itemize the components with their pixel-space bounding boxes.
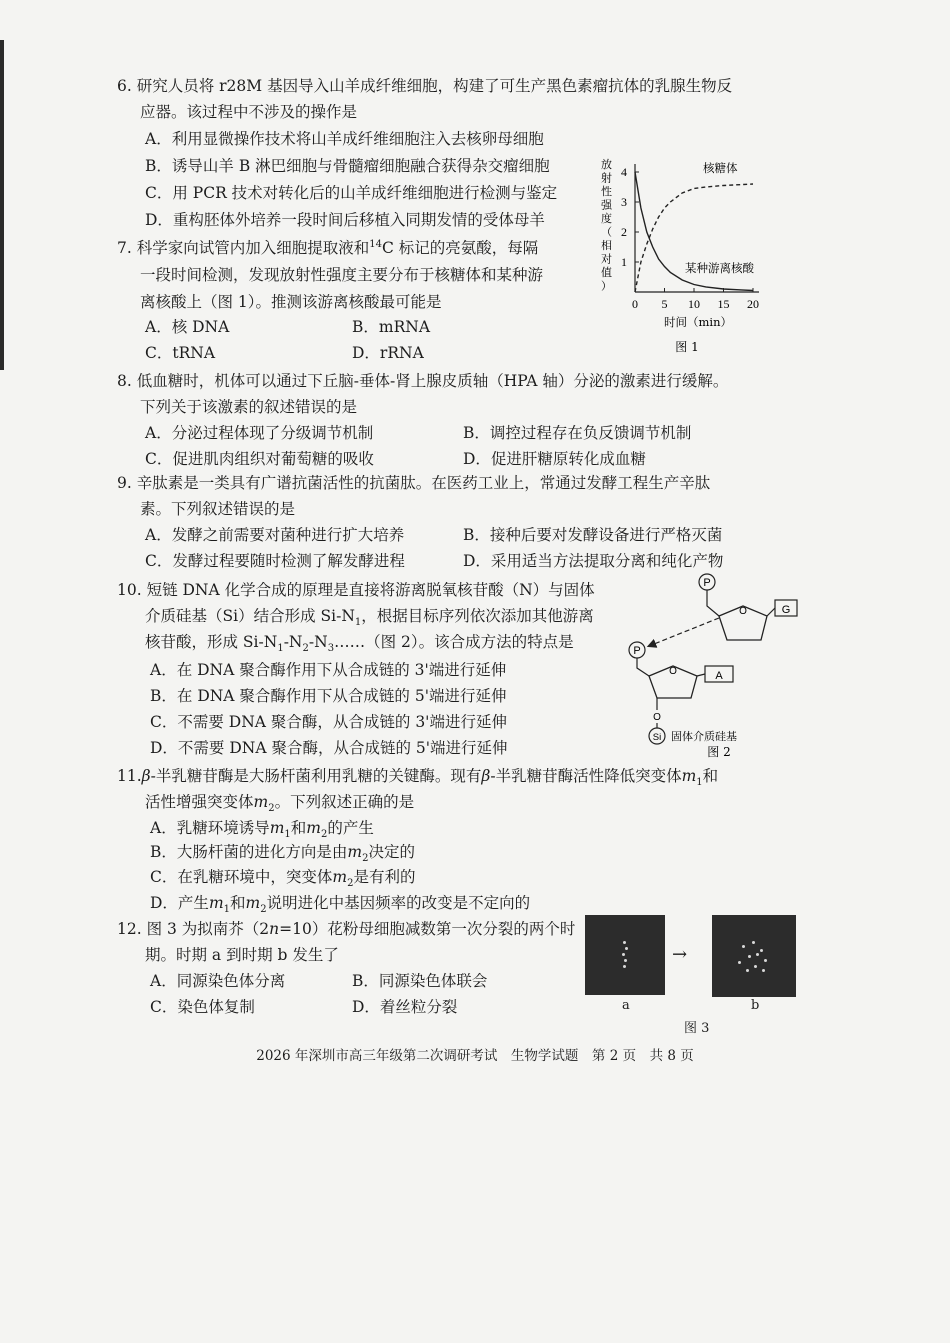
q11-option-d: D．产生$m_1$和$m_2$说明进化中基因频率的改变是不定向的 [150, 894, 531, 916]
x-tick-label: 20 [747, 297, 759, 311]
x-tick-label: 10 [688, 297, 700, 311]
x-tick-label: 15 [717, 297, 730, 311]
svg-text:O: O [739, 606, 747, 617]
y-tick-label: 4 [621, 165, 627, 179]
figure-2-diagram [615, 570, 815, 765]
q6-option-a: A．利用显微操作技术将山羊成纤维细胞注入去核卵母细胞 [145, 130, 544, 148]
micrograph-b-label: b [751, 998, 760, 1013]
q10-option-b: B．在 DNA 聚合酶作用下从合成链的 5'端进行延伸 [150, 687, 507, 705]
nucleotide-g [699, 574, 797, 640]
q8-option-b: B．调控过程存在负反馈调节机制 [463, 424, 692, 442]
q7-stem-line3: 离核酸上（图 1）。推测该游离核酸最可能是 [140, 293, 442, 311]
q6-option-d: D．重构胚体外培养一段时间后移植入同期发情的受体母羊 [145, 211, 545, 229]
q7-option-c: C．tRNA [145, 344, 216, 362]
q11-stem-line2: 活性增强突变体$m_2$。下列叙述正确的是 [145, 793, 415, 815]
q10-option-c: C．不需要 DNA 聚合酶，从合成链的 3'端进行延伸 [150, 713, 507, 731]
svg-text:O: O [653, 712, 661, 723]
q10-stem-line2: 介质硅基（Si）结合形成 $Si-N_1$，根据目标序列依次添加其他游离 [145, 607, 594, 629]
figure-1-chart [585, 148, 805, 363]
q12-option-c: C．染色体复制 [150, 998, 255, 1016]
y-tick-label: 1 [621, 255, 627, 269]
y-tick-label: 2 [621, 225, 627, 239]
q10-option-a: A．在 DNA 聚合酶作用下从合成链的 3'端进行延伸 [150, 661, 507, 679]
phosphate-label-bottom: P [633, 645, 641, 657]
base-g-label: G [781, 604, 791, 616]
q12-option-a: A．同源染色体分离 [150, 972, 286, 990]
q10-stem-line3: 核苷酸，形成 $Si-N_1-N_2-N_3\dots\dots$（图 2）。该合成方法的特点是 [145, 633, 574, 655]
q12-option-b: B．同源染色体联会 [352, 972, 488, 990]
micrograph-a [585, 915, 665, 995]
micrograph-b [712, 915, 796, 997]
figure-2-caption: 图 2 [707, 745, 731, 759]
addition-arrow [649, 618, 719, 646]
q8-option-c: C．促进肌肉组织对葡萄糖的吸收 [145, 450, 374, 468]
q7-option-a: A．核 DNA [145, 318, 230, 336]
base-a-label: A [715, 670, 723, 682]
q7-option-d: D．rRNA [352, 344, 424, 362]
page-footer: 2026 年深圳市高三年级第二次调研考试 生物学试题 第 2 页 共 8 页 [256, 1048, 694, 1064]
q9-option-a: A．发酵之前需要对菌种进行扩大培养 [145, 526, 405, 544]
y-axis-label: 放射性强度（相对值） [601, 158, 612, 293]
q7-option-b: B．mRNA [352, 318, 431, 336]
x-axis-label: 时间（min） [664, 315, 732, 329]
q12-stem-line2: 期。时期 a 到时期 b 发生了 [145, 946, 339, 964]
q9-option-b: B．接种后要对发酵设备进行严格灭菌 [463, 526, 723, 544]
q11-stem-line1: 11.β-半乳糖苷酶是大肠杆菌利用乳糖的关键酶。现有β-半乳糖苷酶活性降低突变体$m_1$和 [117, 767, 719, 789]
q11-option-b: B．大肠杆菌的进化方向是由$m_2$决定的 [150, 843, 415, 865]
q8-option-d: D．促进肝糖原转化成血糖 [463, 450, 646, 468]
q12-option-d: D．着丝粒分裂 [352, 998, 458, 1016]
si-label: Si [652, 732, 662, 743]
q8-stem-line1: 8. 低血糖时，机体可以通过下丘脑-垂体-肾上腺皮质轴（HPA 轴）分泌的激素进行缓解。 [117, 372, 729, 390]
series-label-ribosome: 核糖体 [703, 161, 738, 175]
q11-option-c: C．在乳糖环境中，突变体$m_2$是有利的 [150, 868, 416, 890]
page-edge [0, 40, 4, 370]
q6-stem-line2: 应器。该过程中不涉及的操作是 [140, 103, 358, 121]
svg-text:O: O [669, 666, 677, 677]
q8-option-a: A．分泌过程体现了分级调节机制 [145, 424, 374, 442]
series-line-0 [635, 184, 753, 292]
q6-stem-line1: 6. 研究人员将 r28M 基因导入山羊成纤维细胞，构建了可生产黑色素瘤抗体的乳腺生物反 [117, 77, 733, 95]
q10-stem-line1: 10. 短链 DNA 化学合成的原理是直接将游离脱氧核苷酸（N）与固体 [117, 581, 595, 599]
q12-stem-line1: 12. 图 3 为拟南芥（2n=10）花粉母细胞减数第一次分裂的两个时 [117, 920, 576, 938]
series-label-free-nucleic-acid: 某种游离核酸 [685, 261, 754, 275]
y-tick-label: 3 [621, 195, 627, 209]
x-tick-label: 5 [661, 297, 668, 311]
q9-stem-line2: 素。下列叙述错误的是 [140, 500, 296, 518]
q9-option-c: C．发酵过程要随时检测了解发酵进程 [145, 552, 405, 570]
q6-option-b: B．诱导山羊 B 淋巴细胞与骨髓瘤细胞融合获得杂交瘤细胞 [145, 157, 550, 175]
figure-3-arrow: → [672, 944, 688, 965]
q11-option-a: A．乳糖环境诱导$m_1$和$m_2$的产生 [150, 819, 374, 841]
q7-stem-line1: 7. 科学家向试管内加入细胞提取液和$^{14}$C 标记的亮氨酸，每隔 [117, 238, 539, 257]
x-tick-label: 0 [632, 297, 638, 311]
nucleotide-a [629, 642, 737, 744]
q7-stem-line2: 一段时间检测，发现放射性强度主要分布于核糖体和某种游 [140, 266, 544, 284]
solid-support-label: 固体介质硅基 [671, 730, 737, 743]
q9-option-d: D．采用适当方法提取分离和纯化产物 [463, 552, 724, 570]
micrograph-a-label: a [622, 998, 630, 1013]
phosphate-label-top: P [703, 577, 711, 589]
q6-option-c: C．用 PCR 技术对转化后的山羊成纤维细胞进行检测与鉴定 [145, 184, 558, 202]
figure-1-caption: 图 1 [675, 340, 699, 354]
q9-stem-line1: 9. 辛肽素是一类具有广谱抗菌活性的抗菌肽。在医药工业上，常通过发酵工程生产辛肽 [117, 474, 711, 492]
q8-stem-line2: 下列关于该激素的叙述错误的是 [140, 398, 358, 416]
figure-3-caption: 图 3 [684, 1021, 710, 1036]
q10-option-d: D．不需要 DNA 聚合酶，从合成链的 5'端进行延伸 [150, 739, 508, 757]
